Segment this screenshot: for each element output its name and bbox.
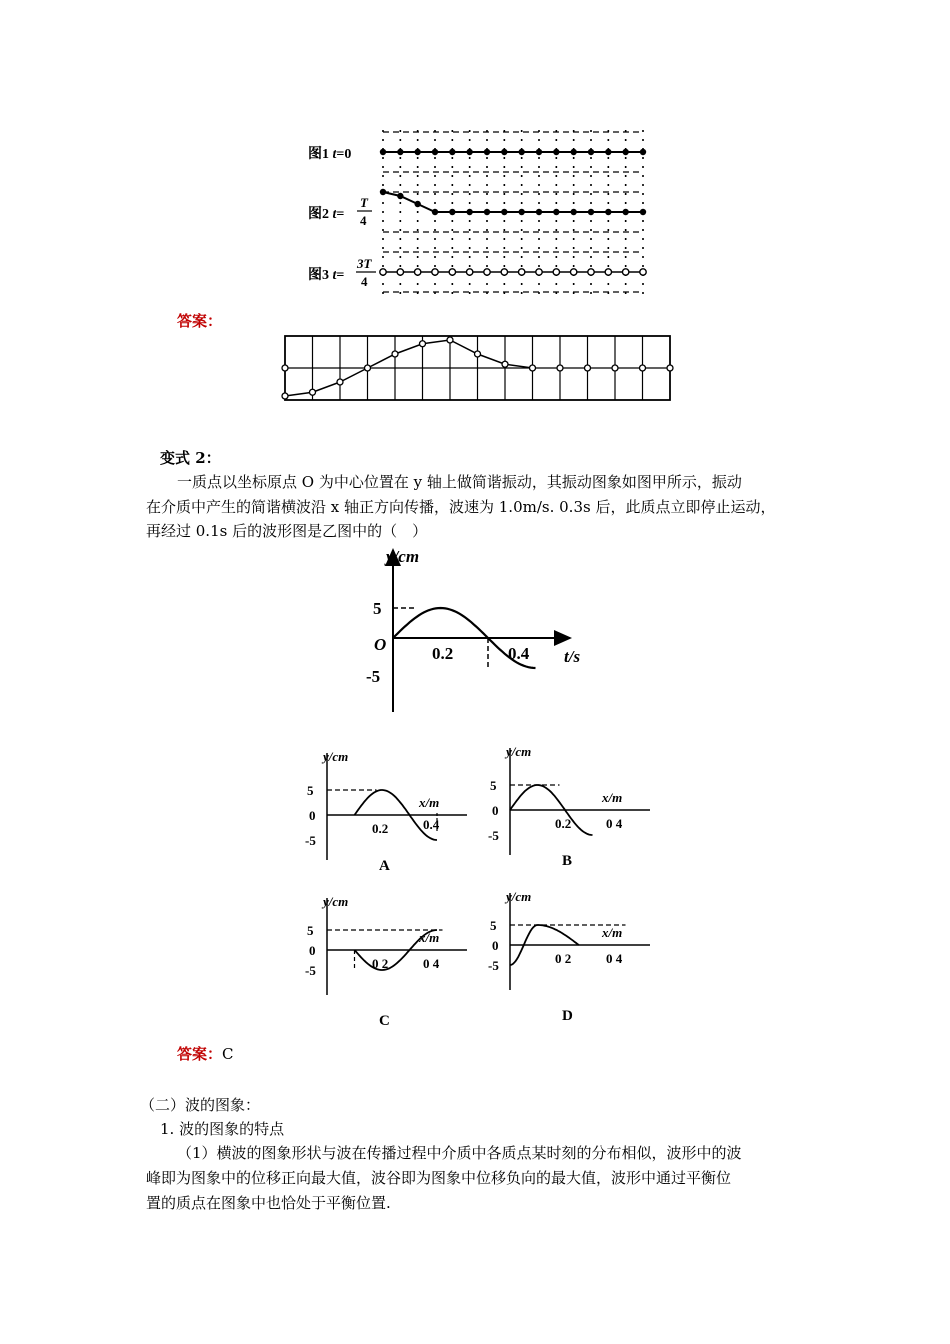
particle [310, 389, 316, 395]
particle [380, 149, 386, 155]
section-heading: （二）波的图象： [140, 1096, 261, 1114]
para-1-line-3: 置的质点在图象中也恰处于平衡位置. [146, 1194, 391, 1212]
wave-stages-figure [300, 122, 655, 302]
particle [397, 149, 403, 155]
x-tick-2: 0.4 [423, 817, 440, 832]
particle [380, 189, 386, 195]
variant-2-line-3: 再经过 0.1s 后的波形图是乙图中的（ ） [146, 522, 428, 540]
particle [502, 361, 508, 367]
y-tick-neg5: -5 [305, 963, 316, 978]
particle [536, 209, 542, 215]
particle [397, 269, 403, 275]
particle [588, 269, 594, 275]
particle [466, 149, 472, 155]
x-tick-2: 0 4 [423, 956, 440, 971]
answer-2-label: 答案： [177, 1045, 223, 1063]
particle [570, 149, 576, 155]
particle [466, 269, 472, 275]
particle [365, 365, 371, 371]
row-label-2: 图2 t= [308, 207, 345, 222]
particle [518, 209, 524, 215]
particle [553, 269, 559, 275]
y-tick-5: 5 [373, 599, 382, 618]
para-1-line-1: （1）横波的图象形状与波在传播过程中介质中各质点某时刻的分布相似，波形中的波 [177, 1144, 742, 1162]
particle [397, 193, 403, 199]
particle [640, 365, 646, 371]
option-b-graph [480, 740, 655, 875]
y-tick-5: 5 [490, 778, 497, 793]
row-label-2-den: 4 [360, 213, 367, 228]
y-tick-0: 0 [309, 943, 316, 958]
particle [640, 149, 646, 155]
origin-label: O [374, 635, 387, 654]
particle-rows [380, 149, 646, 275]
particle [605, 269, 611, 275]
particle [612, 365, 618, 371]
particle [622, 209, 628, 215]
particle [501, 269, 507, 275]
particle [484, 149, 490, 155]
y-tick-5: 5 [307, 783, 314, 798]
y-axis-label: y/cm [506, 889, 532, 904]
particle [449, 209, 455, 215]
x-axis-label: t/s [564, 647, 581, 666]
y-tick-0: 0 [492, 803, 499, 818]
particle [475, 351, 481, 357]
particle [449, 149, 455, 155]
particle [557, 365, 563, 371]
particle [622, 149, 628, 155]
y-tick-0: 0 [309, 808, 316, 823]
particle [585, 365, 591, 371]
y-tick-neg5: -5 [488, 958, 499, 973]
x-axis-label: x/m [419, 930, 440, 945]
particle [605, 209, 611, 215]
y-tick-neg5: -5 [366, 667, 381, 686]
particle [501, 209, 507, 215]
particle [432, 269, 438, 275]
particle [392, 351, 398, 357]
y-axis-label: y/cm [386, 547, 420, 566]
particle [449, 269, 455, 275]
option-d-graph [480, 885, 655, 1030]
x-tick-0.4: 0.4 [508, 644, 530, 663]
x-tick-0.2: 0.2 [432, 644, 454, 663]
y-tick-5: 5 [490, 918, 497, 933]
subsection-1: 1. 波的图象的特点 [160, 1120, 285, 1138]
x-tick-1: 0.2 [372, 821, 389, 836]
particle [447, 337, 453, 343]
particle [530, 365, 536, 371]
row-label-3: 图3 t= [308, 268, 345, 283]
x-axis-label: x/m [419, 795, 440, 810]
particle [414, 149, 420, 155]
answer-2-value: C [222, 1045, 234, 1063]
particle [640, 269, 646, 275]
particle [484, 269, 490, 275]
particle [432, 209, 438, 215]
particle [570, 269, 576, 275]
particle [518, 149, 524, 155]
particle [282, 393, 288, 399]
row-label-1: 图1 t=0 [308, 147, 352, 162]
answer-1-label: 答案： [177, 312, 223, 330]
x-tick-1: 0.2 [555, 816, 572, 831]
answer-2 [177, 1042, 234, 1066]
variant-2-title: 变式 2： [160, 449, 221, 467]
option-letter: D [562, 1008, 573, 1024]
particle [414, 269, 420, 275]
particle [380, 269, 386, 275]
row-label-3-num: 3T [357, 256, 372, 271]
y-tick-neg5: -5 [488, 828, 499, 843]
row-2-line [383, 192, 643, 212]
option-letter: A [379, 858, 390, 874]
particle [588, 149, 594, 155]
particle [501, 149, 507, 155]
x-tick-1: 0 2 [372, 956, 389, 971]
particle [536, 269, 542, 275]
y-axis-label: y/cm [323, 894, 349, 909]
particle [414, 201, 420, 207]
particle [553, 149, 559, 155]
particle [420, 341, 426, 347]
y-tick-neg5: -5 [305, 833, 316, 848]
particle [337, 379, 343, 385]
row-label-2-num: T [360, 195, 368, 210]
variant-2-line-2: 在介质中产生的简谐横波沿 x 轴正方向传播，波速为 1.0m/s. 0.3s 后，此质点立即停止运动， [146, 498, 776, 516]
particle [588, 209, 594, 215]
y-tick-0: 0 [492, 938, 499, 953]
x-tick-1: 0 2 [555, 951, 572, 966]
particle [536, 149, 542, 155]
x-tick-2: 0 4 [606, 951, 623, 966]
particle [518, 269, 524, 275]
particle [605, 149, 611, 155]
particle [622, 269, 628, 275]
row-label-3-den: 4 [361, 274, 368, 289]
option-letter: C [379, 1013, 390, 1029]
x-axis-label: x/m [602, 925, 623, 940]
option-letter: B [562, 853, 573, 869]
particle [570, 209, 576, 215]
particle [432, 149, 438, 155]
answer-wave-grid [280, 332, 675, 404]
option-a-graph [295, 745, 470, 880]
x-axis-label: x/m [602, 790, 623, 805]
x-tick-2: 0 4 [606, 816, 623, 831]
particle [640, 209, 646, 215]
particle [553, 209, 559, 215]
y-axis-label: y/cm [506, 744, 532, 759]
y-axis-label: y/cm [323, 749, 349, 764]
y-tick-5: 5 [307, 923, 314, 938]
particle [484, 209, 490, 215]
particle [667, 365, 673, 371]
option-c-graph [295, 890, 470, 1035]
variant-2-line-1: 一质点以坐标原点 O 为中心位置在 y 轴上做简谐振动，其振动图象如图甲所示，振动 [177, 473, 742, 491]
para-1-line-2: 峰即为图象中的位移正向最大值，波谷即为图象中位移负向的最大值，波形中通过平衡位 [146, 1169, 732, 1187]
particle [466, 209, 472, 215]
vibration-graph [360, 542, 600, 717]
